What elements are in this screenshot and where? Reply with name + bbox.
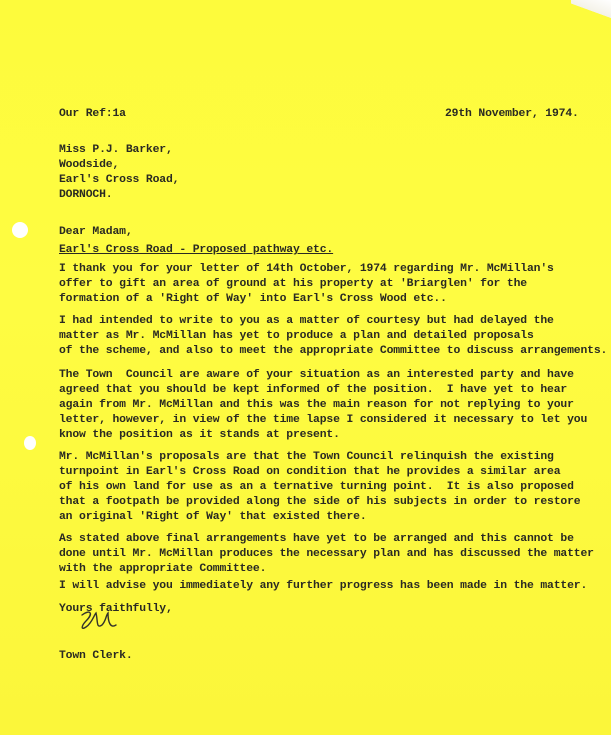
paragraph-line: I had intended to write to you as a matter of courtesy but had delayed the bbox=[59, 315, 554, 327]
letter-date: 29th November, 1974. bbox=[445, 108, 579, 120]
paragraph-line: agreed that you should be kept informed of the position. I have yet to hear bbox=[59, 384, 568, 396]
paragraph-line: I will advise you immediately any further progress has been made in the matter. bbox=[59, 580, 588, 592]
paragraph-line: of his own land for use as an a ternative turning point. It is also proposed bbox=[59, 481, 574, 493]
recipient-line: DORNOCH. bbox=[59, 189, 113, 201]
paragraph-line: I thank you for your letter of 14th October, 1974 regarding Mr. McMillan's bbox=[59, 263, 554, 275]
paragraph-line: turnpoint in Earl's Cross Road on condition that he provides a similar area bbox=[59, 466, 561, 478]
punch-hole bbox=[12, 222, 28, 238]
paragraph-line: formation of a 'Right of Way' into Earl's Cross Wood etc.. bbox=[59, 293, 447, 305]
paragraph-line: with the appropriate Committee. bbox=[59, 563, 267, 575]
paragraph-line: again from Mr. McMillan and this was the main reason for not replying to your bbox=[59, 399, 574, 411]
paragraph-line: know the position as it stands at present. bbox=[59, 429, 340, 441]
subject-line: Earl's Cross Road - Proposed pathway etc. bbox=[59, 244, 334, 256]
paragraph-line: Mr. McMillan's proposals are that the Town Council relinquish the existing bbox=[59, 451, 554, 463]
paragraph-line: done until Mr. McMillan produces the necessary plan and has discussed the matter bbox=[59, 548, 594, 560]
folded-corner bbox=[571, 0, 611, 18]
recipient-line: Miss P.J. Barker, bbox=[59, 144, 173, 156]
recipient-line: Earl's Cross Road, bbox=[59, 174, 180, 186]
recipient-line: Woodside, bbox=[59, 159, 120, 171]
paragraph-line: that a footpath be provided along the side of his subjects in order to restore bbox=[59, 496, 581, 508]
salutation: Dear Madam, bbox=[59, 226, 133, 238]
signature-mark bbox=[72, 603, 124, 639]
paragraph-line: The Town Council are aware of your situation as an interested party and have bbox=[59, 369, 574, 381]
closing: Yours faithfully, bbox=[59, 603, 173, 615]
paragraph-line: As stated above final arrangements have yet to be arranged and this cannot be bbox=[59, 533, 574, 545]
paragraph-line: an original 'Right of Way' that existed there. bbox=[59, 511, 367, 523]
signatory: Town Clerk. bbox=[59, 650, 133, 662]
paragraph-line: matter as Mr. McMillan has yet to produce a plan and detailed proposals bbox=[59, 330, 534, 342]
paragraph-line: letter, however, in view of the time lapse I considered it necessary to let you bbox=[59, 414, 588, 426]
paragraph-line: of the scheme, and also to meet the appropriate Committee to discuss arrangements. bbox=[59, 345, 608, 357]
reference-number: Our Ref:1a bbox=[59, 108, 126, 120]
paragraph-line: offer to gift an area of ground at his property at 'Briarglen' for the bbox=[59, 278, 527, 290]
punch-hole bbox=[24, 436, 36, 450]
